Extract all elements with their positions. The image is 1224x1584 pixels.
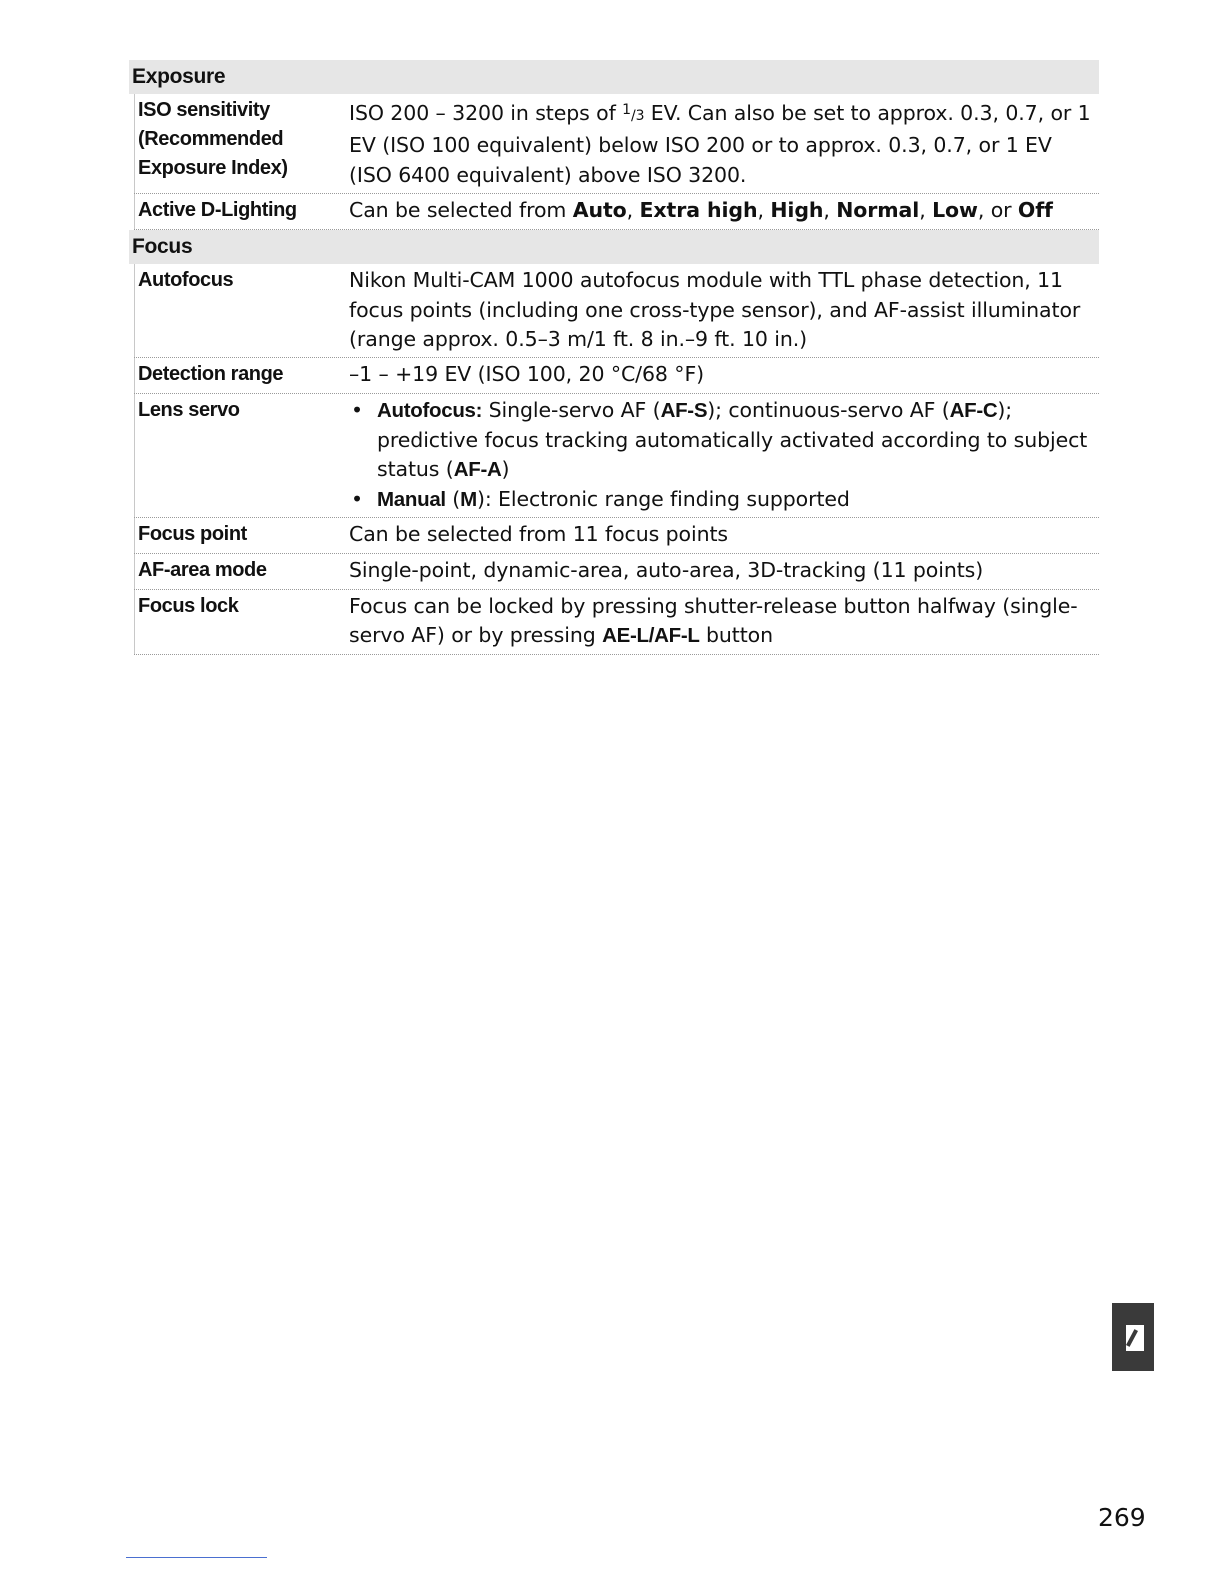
mode-code: M: [460, 487, 477, 511]
bullet-text: [377, 485, 1099, 514]
value-text: ): [501, 457, 510, 482]
spec-value: [344, 194, 1099, 229]
separator: ,: [919, 198, 933, 223]
separator: ,: [823, 198, 837, 223]
list-item: [349, 396, 1099, 484]
option-extra-high: Extra high: [639, 198, 758, 223]
spec-label: Detection range: [134, 358, 344, 393]
spec-label: Active D-Lighting: [134, 194, 344, 229]
value-text: button: [699, 623, 774, 648]
value-text: Single-servo AF (: [482, 398, 661, 423]
separator: ,: [757, 198, 771, 223]
mode-code: AF-S: [660, 399, 708, 423]
bullet-term: Manual: [377, 487, 446, 511]
button-code: AE-L/AF-L: [602, 624, 700, 648]
option-normal: Normal: [836, 198, 920, 223]
spec-label: Autofocus: [134, 264, 344, 357]
spec-value: Nikon Multi-CAM 1000 autofocus module with TTL phase detection, 11 focus points (including one cross-type sensor), and AF-assist illuminator (range approx. 0.5–3 m/1 ft. 8 in.–9 ft. 10 in.): [349, 268, 1081, 352]
spec-row-autofocus: [134, 264, 1099, 358]
spec-table: [129, 60, 1099, 655]
spec-row-detection-range: [134, 358, 1099, 394]
value-text: ); predictive focus tracking automatically activated according to subject status (: [377, 398, 1088, 482]
separator: , or: [977, 198, 1018, 223]
bullet-term: Autofocus:: [377, 399, 483, 423]
value-text: Focus can be locked by pressing shutter-release button halfway (single-servo AF) or by pressing: [349, 594, 1078, 648]
pencil-note-icon: [1126, 1325, 1144, 1351]
spec-value: [344, 394, 1099, 517]
section-header-focus: Focus: [129, 230, 1099, 264]
value-text: ); continuous-servo AF (: [707, 398, 950, 423]
option-high: High: [770, 198, 824, 223]
spec-label: ISO sensitivity (Recommended Exposure Index): [134, 94, 344, 193]
bullet-text: [377, 396, 1099, 484]
value-text: (: [445, 486, 461, 511]
list-item: [349, 485, 1099, 514]
spec-row-focus-point: [134, 518, 1099, 554]
bullet-icon: •: [351, 486, 363, 511]
section-header-exposure: Exposure: [129, 60, 1099, 94]
fraction-denominator: /3: [630, 108, 645, 124]
spec-row-focus-lock: [134, 590, 1099, 655]
spec-row-active-d-lighting: [134, 194, 1099, 230]
spec-row-af-area-mode: [134, 554, 1099, 590]
option-low: Low: [932, 198, 978, 223]
separator: ,: [626, 198, 640, 223]
spec-label: Lens servo: [134, 394, 344, 517]
spec-row-lens-servo: [134, 394, 1099, 518]
option-off: Off: [1017, 198, 1053, 223]
fraction-numerator: 1: [622, 102, 631, 118]
spec-value: [344, 94, 1099, 193]
mode-code: AF-A: [453, 458, 502, 482]
option-auto: Auto: [572, 198, 627, 223]
chapter-tab-icon: [1112, 1303, 1154, 1371]
spec-value: Can be selected from 11 focus points: [349, 522, 728, 547]
spec-value: [344, 590, 1099, 654]
spec-label: Focus point: [134, 518, 344, 553]
spec-row-iso-sensitivity: [134, 94, 1099, 194]
value-text: ): Electronic range finding supported: [476, 486, 850, 511]
spec-value: –1 – +19 EV (ISO 100, 20 °C/68 °F): [349, 362, 705, 387]
mode-code: AF-C: [949, 399, 998, 423]
spec-value: Single-point, dynamic-area, auto-area, 3D-tracking (11 points): [349, 558, 984, 583]
bullet-icon: •: [351, 398, 363, 423]
value-text: ISO 200 – 3200 in steps of: [349, 101, 623, 125]
page-number: 269: [1098, 1503, 1146, 1532]
spec-label: AF-area mode: [134, 554, 344, 589]
value-text: Can be selected from: [349, 198, 573, 223]
footer-rule: [126, 1557, 267, 1558]
value-text: EV. Can also be set to approx. 0.3, 0.7, or 1 EV (ISO 100 equivalent) below ISO 200 or to approx. 0.3, 0.7, or 1 EV (ISO 6400 equivalent) above ISO 3200.: [349, 101, 1091, 187]
spec-label: Focus lock: [134, 590, 344, 654]
